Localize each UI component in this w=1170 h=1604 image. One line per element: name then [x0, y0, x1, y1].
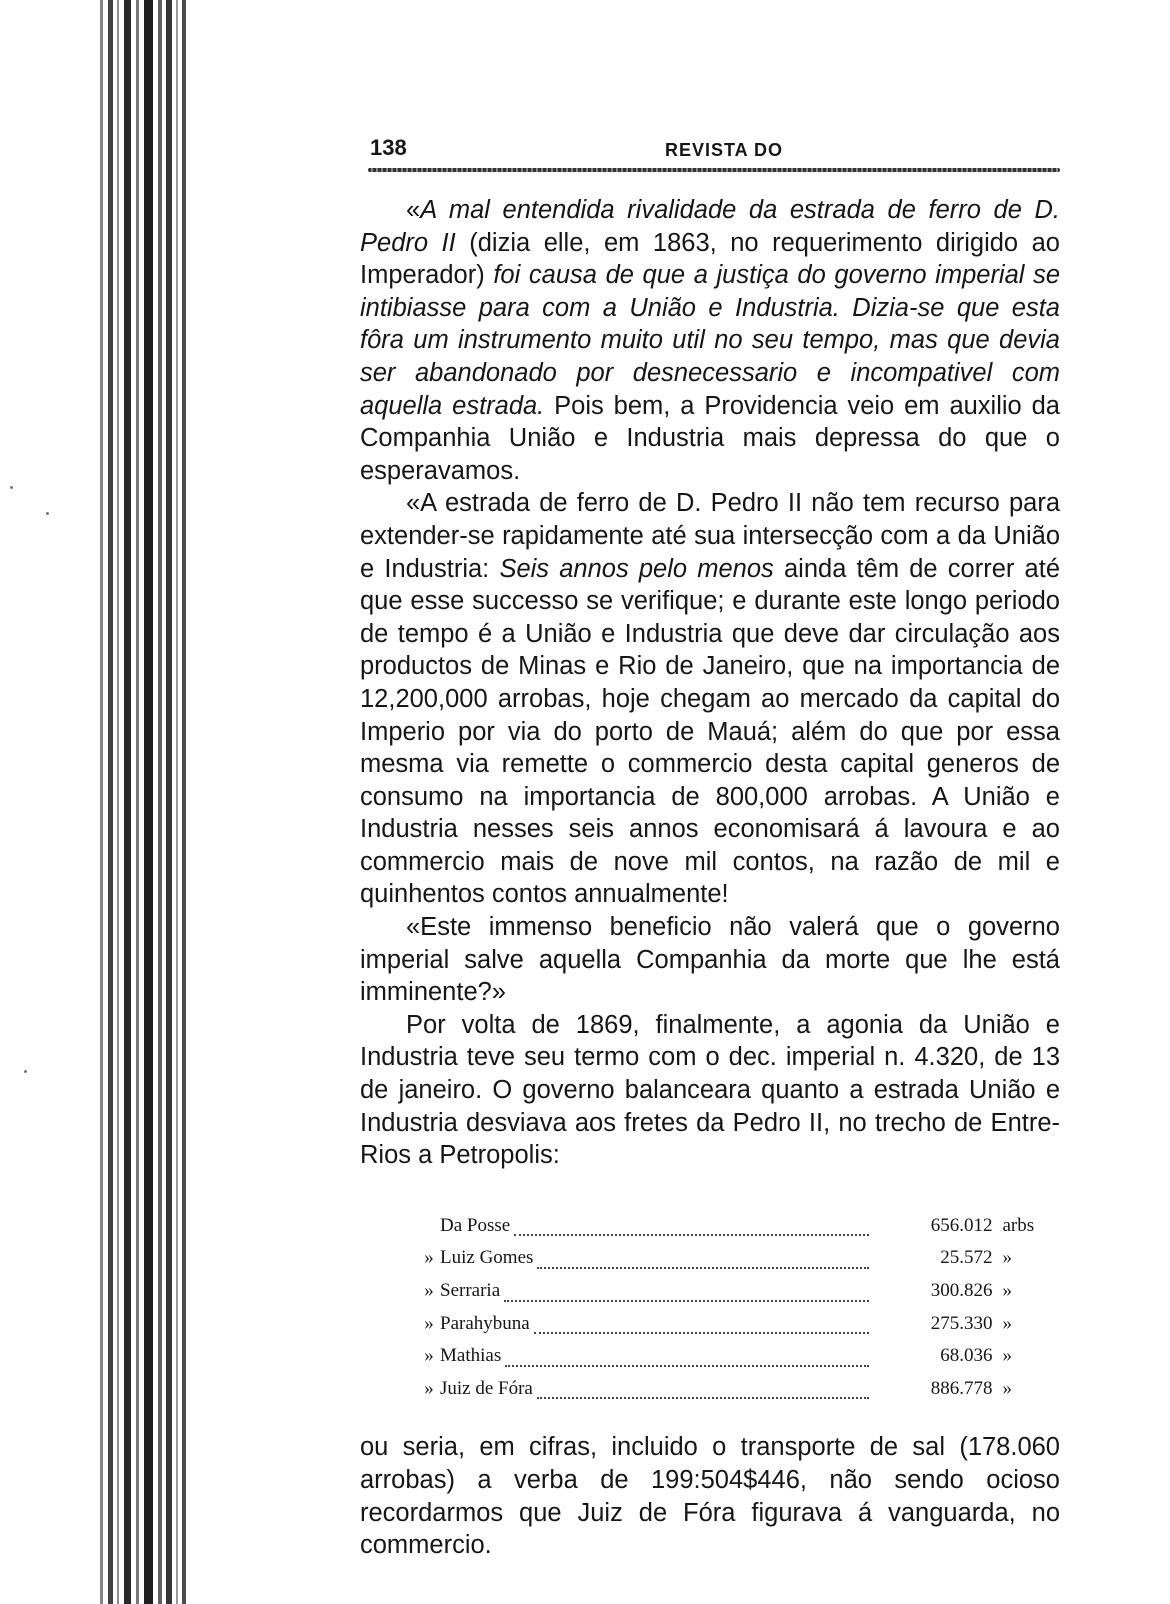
- text: Pois bem, a Providencia veio em auxilio da Companhia União e Industria mais depressa do que o esperavamos.: [360, 391, 1060, 485]
- italic-text: A mal entendida rivalidade da estrada de ferro de D. Pedro II: [360, 196, 1060, 257]
- ditto-mark: »: [424, 1312, 434, 1334]
- ditto-mark: »: [424, 1345, 434, 1367]
- italic-text: Seis annos pelo menos: [499, 554, 774, 583]
- station-name-cell: [418, 1340, 914, 1373]
- station-name: Serraria: [440, 1280, 501, 1301]
- station-name-cell: [418, 1275, 914, 1308]
- station-unit: »: [1002, 1377, 1012, 1399]
- station-name-cell: [418, 1242, 914, 1275]
- station-value: 275.330: [930, 1312, 993, 1334]
- italic-text: foi causa de que a justiça do governo imperial se intibiasse para com a União e Industria. Dizia-se que esta fôra um instrumento muito util no seu tempo, mas que devia ser abandonado por desnecessario e incompativel com aquella estrada.: [360, 261, 1060, 420]
- table-row: [418, 1275, 1060, 1308]
- dot-leader: [514, 1210, 869, 1237]
- station-name: Luiz Gomes: [440, 1247, 534, 1269]
- station-value: 68.036: [940, 1345, 993, 1367]
- text: ainda têm de correr até que esse successo se verifique; e durante este longo periodo de tempo é a União e Industria que deve dar circulação aos productos de Minas e Rio de Janeiro, que na importancia de 12,200,000 arrobas, hoje chegam ao mercado da capital do Imperio por via do porto de Mauá; além do que por essa mesma via remette o commercio desta capital generos de consumo na importancia de 800,000 arrobas. A União e Industria nesses seis annos economisará á lavoura e ao commercio mais de nove mil contos, na razão de mil e quinhentos contos annualmente!: [360, 554, 1060, 909]
- dot-leader: [534, 1308, 869, 1335]
- freight-table: [418, 1210, 1060, 1406]
- ditto-mark: [418, 1210, 440, 1243]
- table-row: [418, 1340, 1060, 1373]
- dot-leader: [504, 1275, 869, 1302]
- quote-mark: «: [406, 196, 421, 224]
- text: «A estrada de ferro de D. Pedro II não tem recurso para extender-se rapidamente até sua intersecção com a da União e Industria:: [360, 489, 1060, 583]
- book-page: [360, 128, 1060, 1560]
- station-name: Parahybuna: [440, 1312, 530, 1334]
- ditto-mark: »: [424, 1247, 434, 1269]
- paragraph-quote-2: [360, 487, 1060, 911]
- station-unit: »: [1002, 1280, 1012, 1301]
- paragraph-quote-1: [360, 194, 1060, 487]
- dot-leader: [505, 1340, 869, 1367]
- dot-leader: [537, 1373, 869, 1400]
- station-name: Da Posse: [440, 1214, 511, 1236]
- station-name: Mathias: [440, 1345, 502, 1367]
- station-unit: »: [1002, 1312, 1012, 1334]
- table-row: [418, 1242, 1060, 1275]
- table-row: [418, 1373, 1060, 1406]
- text: (dizia elle, em 1863, no requerimento dirigido ao Imperador): [360, 228, 1060, 290]
- paragraph-5: ou seria, em cifras, incluido o transporte de sal (178.060 arrobas) a verba de 199:504$446, não sendo ocioso recordarmos que Juiz de Fóra figurava á vanguarda, no commercio.: [360, 1433, 1060, 1560]
- table-row: [418, 1210, 1060, 1243]
- station-name-cell: [418, 1373, 914, 1406]
- station-name-cell: [418, 1308, 914, 1341]
- station-value: 886.778: [930, 1377, 993, 1399]
- paragraph-quote-3: «Este immenso beneficio não valerá que o governo imperial salve aquella Companhia da morte que lhe está imminente?»: [360, 913, 1060, 1007]
- ditto-mark: »: [424, 1377, 434, 1399]
- header-rule: [368, 168, 1060, 172]
- paragraph-4: Por volta de 1869, finalmente, a agonia da União e Industria teve seu termo com o dec. imperial n. 4.320, de 13 de janeiro. O governo balanceara quanto a estrada União e Industria desviava aos fretes da Pedro II, no trecho de Entre-Rios a Petropolis:: [360, 1010, 1060, 1170]
- table-row: [418, 1308, 1060, 1341]
- running-title: REVISTA DO: [665, 140, 784, 160]
- ditto-mark: »: [424, 1280, 434, 1301]
- book-gutter: [0, 0, 200, 1604]
- station-name-cell: [418, 1210, 914, 1243]
- station-name: Juiz de Fóra: [440, 1377, 533, 1399]
- page-header: [360, 128, 1060, 162]
- dot-leader: [537, 1242, 869, 1269]
- station-value: 300.826: [930, 1280, 993, 1301]
- station-unit: »: [1002, 1247, 1012, 1269]
- station-value: 25.572: [940, 1247, 993, 1269]
- page-number: 138: [370, 135, 407, 160]
- station-unit: arbs: [1002, 1214, 1035, 1236]
- station-value: 656.012: [930, 1214, 993, 1236]
- station-unit: »: [1002, 1345, 1012, 1367]
- page-body: [360, 194, 1060, 1562]
